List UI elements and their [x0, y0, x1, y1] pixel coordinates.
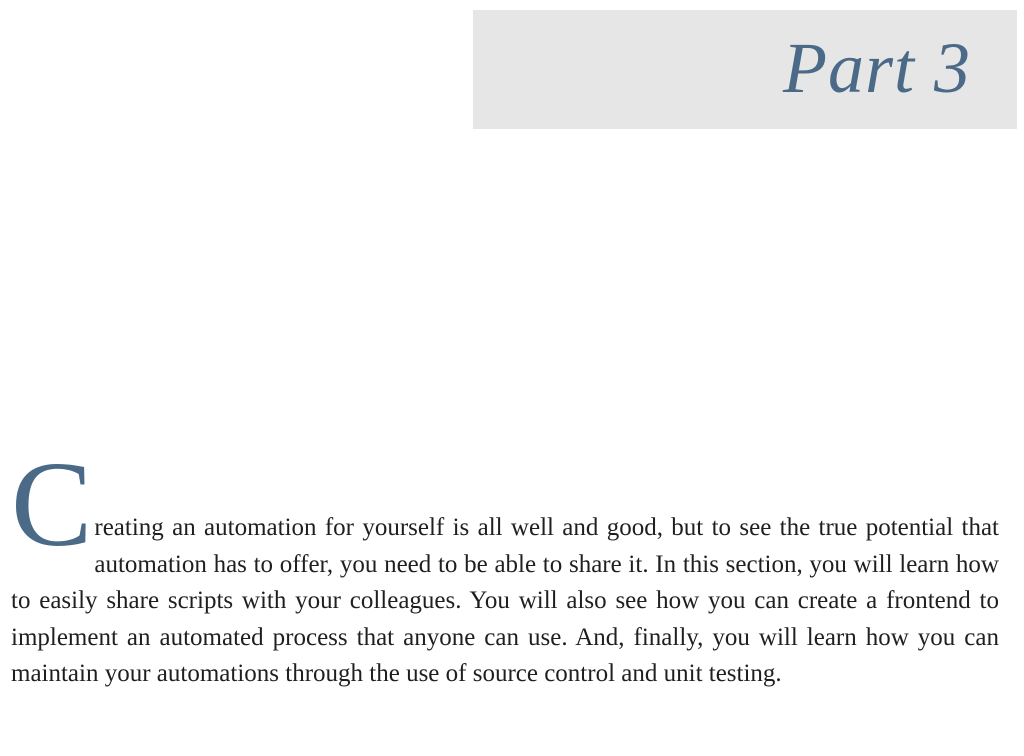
part-title: Part 3	[782, 28, 971, 108]
intro-paragraph	[11, 437, 999, 693]
drop-cap: C	[11, 437, 93, 572]
part-banner	[473, 10, 1017, 129]
drop-cap-spacer	[11, 452, 999, 510]
intro-text: reating an automation for yourself is all well and good, but to see the true potential that automation has to offer, you need to be able to share it. In this section, you will learn how to easily share scripts with your colleagues. You will also see how you can create a frontend to implement an automated process that anyone can use. And, finally, you will learn how you can maintain your automations through the use of source control and unit testing.	[11, 514, 999, 688]
